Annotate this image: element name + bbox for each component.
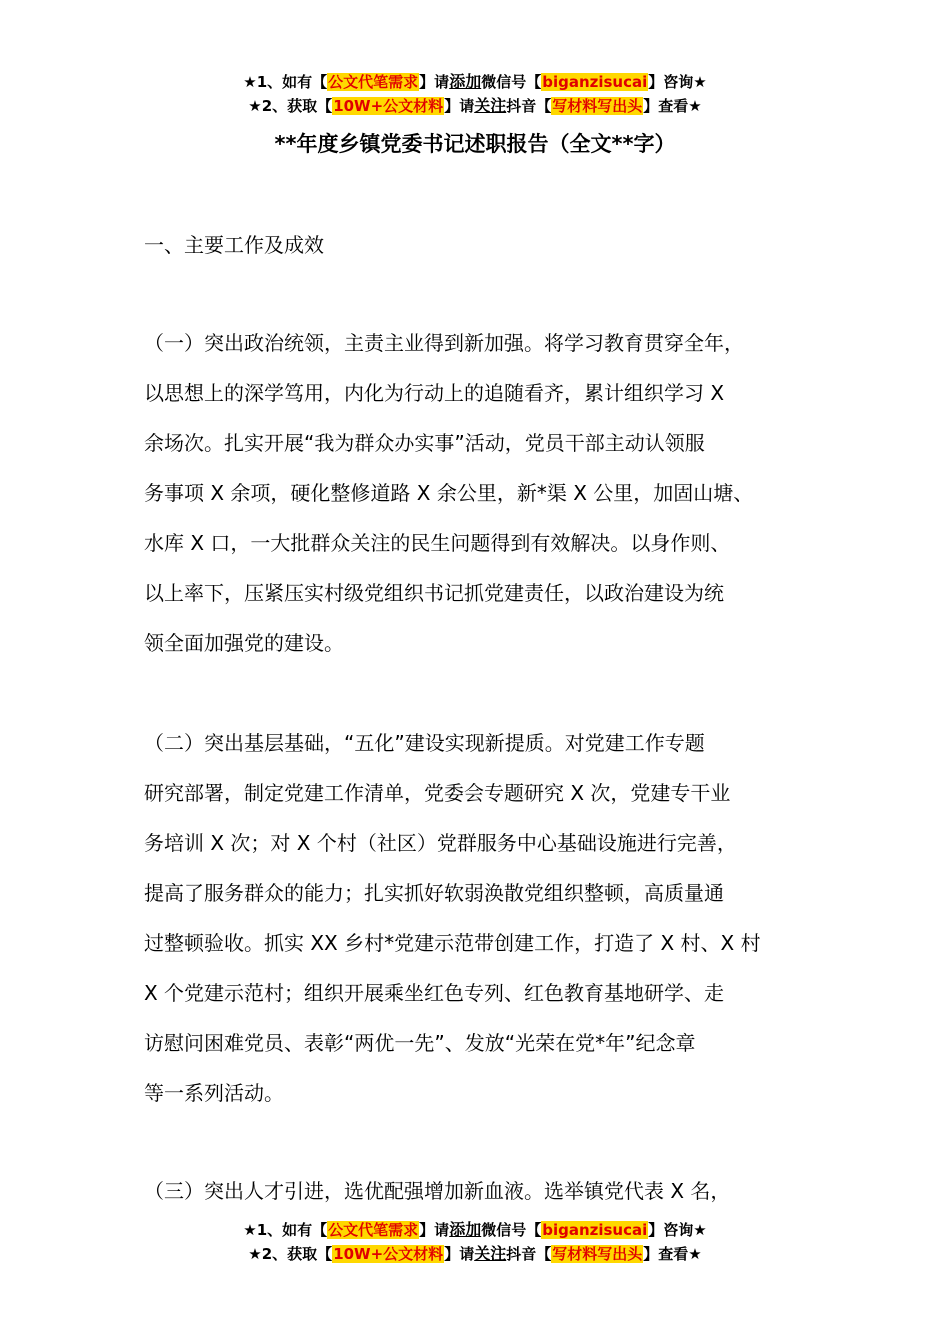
header-banner: [0, 70, 950, 118]
text-line: （二）突出基层基础，“五化”建设实现新提质。对党建工作专题: [144, 731, 705, 755]
text-line: 研究部署，制定党建工作清单，党委会专题研究 X 次，党建专干业: [144, 781, 731, 805]
banner-highlight: 公文代笔需求: [328, 1221, 419, 1239]
banner-highlight: biganzisucai: [542, 73, 648, 91]
document-title: **年度乡镇党委书记述职报告（全文**字）: [274, 132, 676, 156]
banner-highlight: 公文代笔需求: [328, 73, 419, 91]
banner-text: 】查看★: [643, 1245, 702, 1263]
paragraph-3: [144, 1166, 834, 1216]
banner-text: ★1、如有【: [243, 1221, 328, 1239]
banner-line-2: [0, 94, 950, 118]
text-line: X 个党建示范村；组织开展乘坐红色专列、红色教育基地研学、走: [144, 981, 725, 1005]
banner-line-1: [0, 70, 950, 94]
text-line: 余场次。扎实开展“我为群众办实事”活动，党员干部主动认领服: [144, 431, 705, 455]
banner-highlight: 10W+公文材料: [333, 1245, 444, 1263]
banner-text: 微信号【: [481, 1221, 542, 1239]
banner-text: 抖音【: [506, 97, 552, 115]
banner-text: 】请: [444, 1245, 475, 1263]
text-line: 水库 X 口，一大批群众关注的民生问题得到有效解决。以身作则、: [144, 531, 731, 555]
banner-text: ★2、获取【: [248, 1245, 333, 1263]
banner-text: ★1、如有【: [243, 73, 328, 91]
text-line: （三）突出人才引进，选优配强增加新血液。选举镇党代表 X 名，: [144, 1179, 731, 1203]
footer-banner: [0, 1218, 950, 1266]
text-line: 过整顿验收。抓实 XX 乡村*党建示范带创建工作，打造了 X 村、X 村: [144, 931, 761, 955]
banner-line-1: [0, 1218, 950, 1242]
banner-highlight: 写材料写出头: [552, 97, 643, 115]
text-line: 等一系列活动。: [144, 1081, 284, 1105]
text-line: （一）突出政治统领，主责主业得到新加强。将学习教育贯穿全年，: [144, 331, 744, 355]
text-line: 务事项 X 余项，硬化整修道路 X 余公里，新*渠 X 公里，加固山塘、: [144, 481, 754, 505]
banner-text: 】查看★: [643, 97, 702, 115]
banner-emphasis: 关注: [474, 1244, 507, 1263]
banner-text: 】请: [419, 1221, 450, 1239]
banner-highlight: biganzisucai: [542, 1221, 648, 1239]
text-line: 以思想上的深学笃用，内化为行动上的追随看齐，累计组织学习 X: [144, 381, 725, 405]
banner-text: ★2、获取【: [248, 97, 333, 115]
banner-text: 微信号【: [481, 73, 542, 91]
banner-text: 】请: [444, 97, 475, 115]
banner-text: 抖音【: [506, 1245, 552, 1263]
text-line: 务培训 X 次；对 X 个村（社区）党群服务中心基础设施进行完善，: [144, 831, 737, 855]
text-line: 访慰问困难党员、表彰“两优一先”、发放“光荣在党*年”纪念章: [144, 1031, 696, 1055]
text-line: 以上率下，压紧压实村级党组织书记抓党建责任，以政治建设为统: [144, 581, 724, 605]
section-heading: 一、主要工作及成效: [144, 233, 324, 257]
banner-emphasis: 添加: [449, 72, 482, 91]
banner-text: 】咨询★: [648, 73, 707, 91]
text-line: 提高了服务群众的能力；扎实抓好软弱涣散党组织整顿，高质量通: [144, 881, 724, 905]
text-line: 领全面加强党的建设。: [144, 631, 344, 655]
paragraph-2: [144, 718, 834, 1118]
banner-highlight: 10W+公文材料: [333, 97, 444, 115]
banner-emphasis: 添加: [449, 1220, 482, 1239]
banner-text: 】咨询★: [648, 1221, 707, 1239]
paragraph-1: [144, 318, 834, 668]
banner-line-2: [0, 1242, 950, 1266]
banner-text: 】请: [419, 73, 450, 91]
banner-highlight: 写材料写出头: [552, 1245, 643, 1263]
banner-emphasis: 关注: [474, 96, 507, 115]
